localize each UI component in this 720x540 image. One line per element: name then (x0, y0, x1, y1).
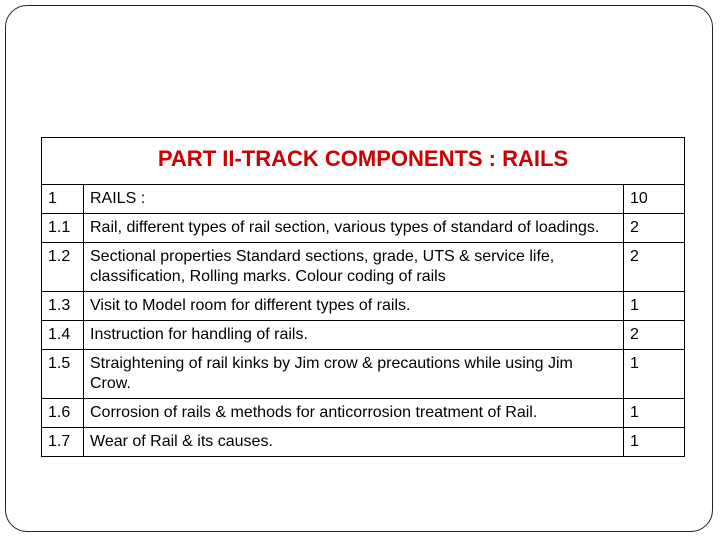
slide-frame (5, 5, 713, 532)
row-value: 10 (624, 185, 685, 214)
row-description (84, 428, 624, 457)
row-value: 1 (624, 428, 685, 457)
table-row (42, 243, 685, 292)
row-value: 1 (624, 399, 685, 428)
row-number: 1.6 (42, 399, 84, 428)
row-description-text: Straightening of rail kinks by Jim crow & precautions while using Jim Crow. (90, 355, 573, 392)
syllabus-table (41, 137, 685, 457)
row-number: 1.1 (42, 214, 84, 243)
row-value: 2 (624, 214, 685, 243)
row-number: 1.7 (42, 428, 84, 457)
row-description-text: Visit to Model room for different types of rails. (90, 297, 411, 314)
row-description (84, 243, 624, 292)
table-row (42, 214, 685, 243)
row-description-text: Rail, different types of rail section, various types of standard of loadings. (90, 219, 600, 236)
row-number: 1.5 (42, 350, 84, 399)
table-title: PART II-TRACK COMPONENTS : RAILS (42, 138, 685, 185)
row-description-text: Instruction for handling of rails. (90, 326, 308, 343)
row-number: 1.3 (42, 292, 84, 321)
syllabus-table-wrapper (41, 137, 684, 457)
row-description (84, 399, 624, 428)
table-row (42, 399, 685, 428)
row-description-text: RAILS : (90, 190, 146, 207)
row-description-text: Sectional properties Standard sections, grade, UTS & service life, classification, Rolling marks. Colour coding of rails (90, 248, 555, 285)
row-number: 1 (42, 185, 84, 214)
table-row (42, 428, 685, 457)
row-description (84, 321, 624, 350)
row-description (84, 185, 624, 214)
table-row (42, 321, 685, 350)
row-description (84, 292, 624, 321)
table-row (42, 185, 685, 214)
table-row (42, 292, 685, 321)
row-value: 2 (624, 321, 685, 350)
row-number: 1.4 (42, 321, 84, 350)
row-value: 1 (624, 292, 685, 321)
row-value: 2 (624, 243, 685, 292)
row-description-text: Corrosion of rails & methods for anticorrosion treatment of Rail. (90, 404, 538, 421)
table-row (42, 350, 685, 399)
row-description (84, 214, 624, 243)
row-value: 1 (624, 350, 685, 399)
row-description-text: Wear of Rail & its causes. (90, 433, 273, 450)
row-number: 1.2 (42, 243, 84, 292)
row-description (84, 350, 624, 399)
title-row (42, 138, 685, 185)
